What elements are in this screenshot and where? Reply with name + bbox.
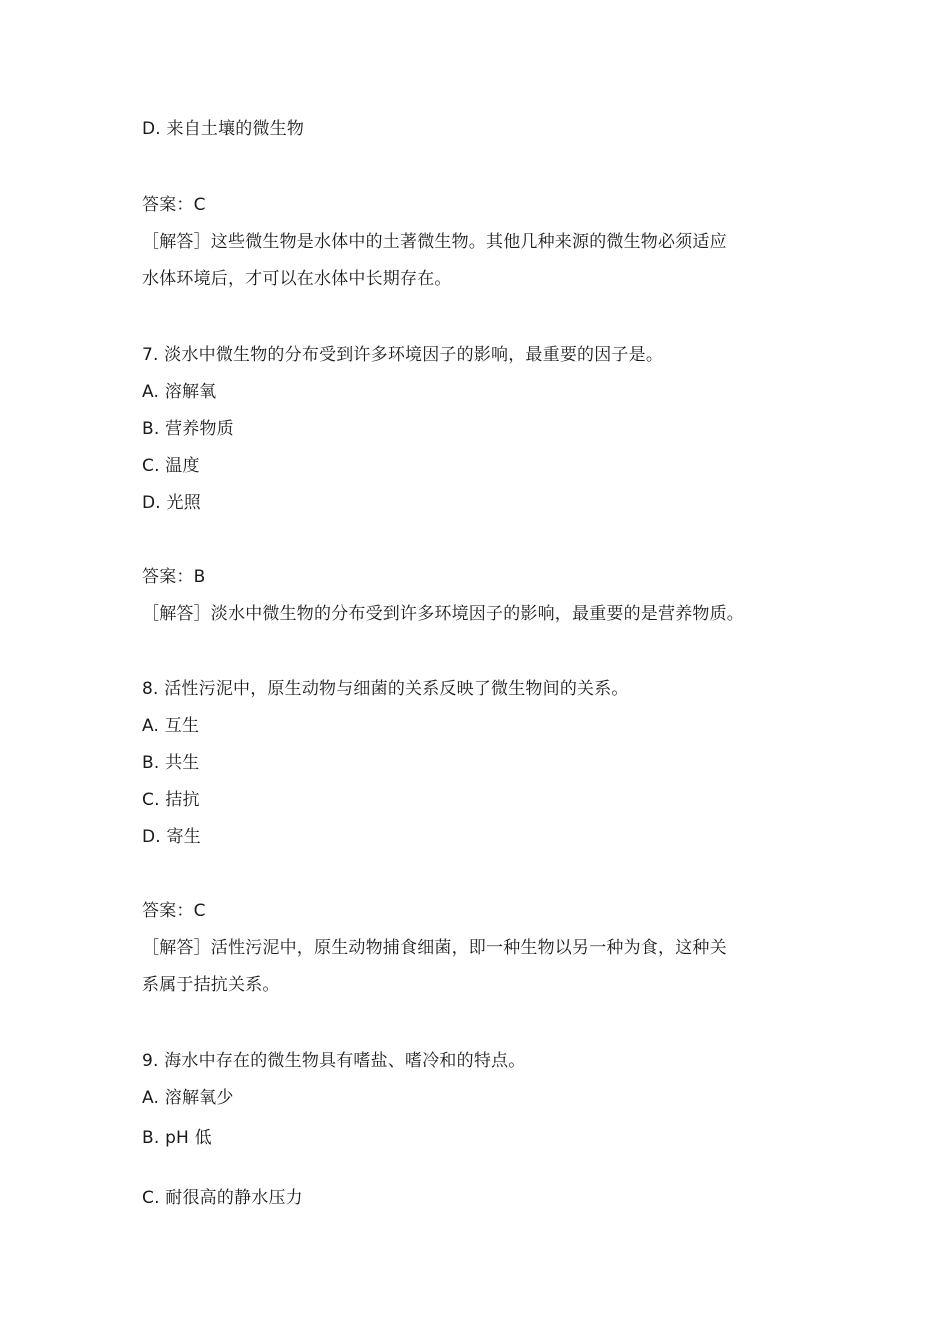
- option-a-q7: A. 溶解氧: [142, 382, 217, 402]
- explanation-q6-line1: ［解答］这些微生物是水体中的土著微生物。其他几种来源的微生物必须适应: [142, 232, 727, 252]
- option-b-q9: B. pH 低: [142, 1128, 212, 1148]
- option-b-q8: B. 共生: [142, 753, 200, 773]
- explanation-q6-line2: 水体环境后，才可以在水体中长期存在。: [142, 269, 452, 289]
- answer-q7: 答案：B: [142, 567, 206, 587]
- option-d-q8: D. 寄生: [142, 827, 201, 847]
- answer-q6: 答案：C: [142, 195, 206, 215]
- question-9: 9. 海水中存在的微生物具有嗜盐、嗜冷和的特点。: [142, 1051, 526, 1071]
- option-a-q8: A. 互生: [142, 716, 200, 736]
- option-c-q7: C. 温度: [142, 456, 200, 476]
- option-a-q9: A. 溶解氧少: [142, 1088, 234, 1108]
- question-7: 7. 淡水中微生物的分布受到许多环境因子的影响，最重要的因子是。: [142, 345, 664, 365]
- explanation-q7: ［解答］淡水中微生物的分布受到许多环境因子的影响，最重要的是营养物质。: [142, 604, 744, 624]
- option-d-q6: D. 来自土壤的微生物: [142, 119, 305, 139]
- answer-q8: 答案：C: [142, 901, 206, 921]
- explanation-q8-line2: 系属于拮抗关系。: [142, 975, 280, 995]
- question-8: 8. 活性污泥中，原生动物与细菌的关系反映了微生物间的关系。: [142, 679, 629, 699]
- option-c-q9: C. 耐很高的静水压力: [142, 1188, 303, 1208]
- option-d-q7: D. 光照: [142, 493, 201, 513]
- option-c-q8: C. 拮抗: [142, 790, 200, 810]
- option-b-q7: B. 营养物质: [142, 419, 234, 439]
- explanation-q8-line1: ［解答］活性污泥中，原生动物捕食细菌，即一种生物以另一种为食，这种关: [142, 938, 727, 958]
